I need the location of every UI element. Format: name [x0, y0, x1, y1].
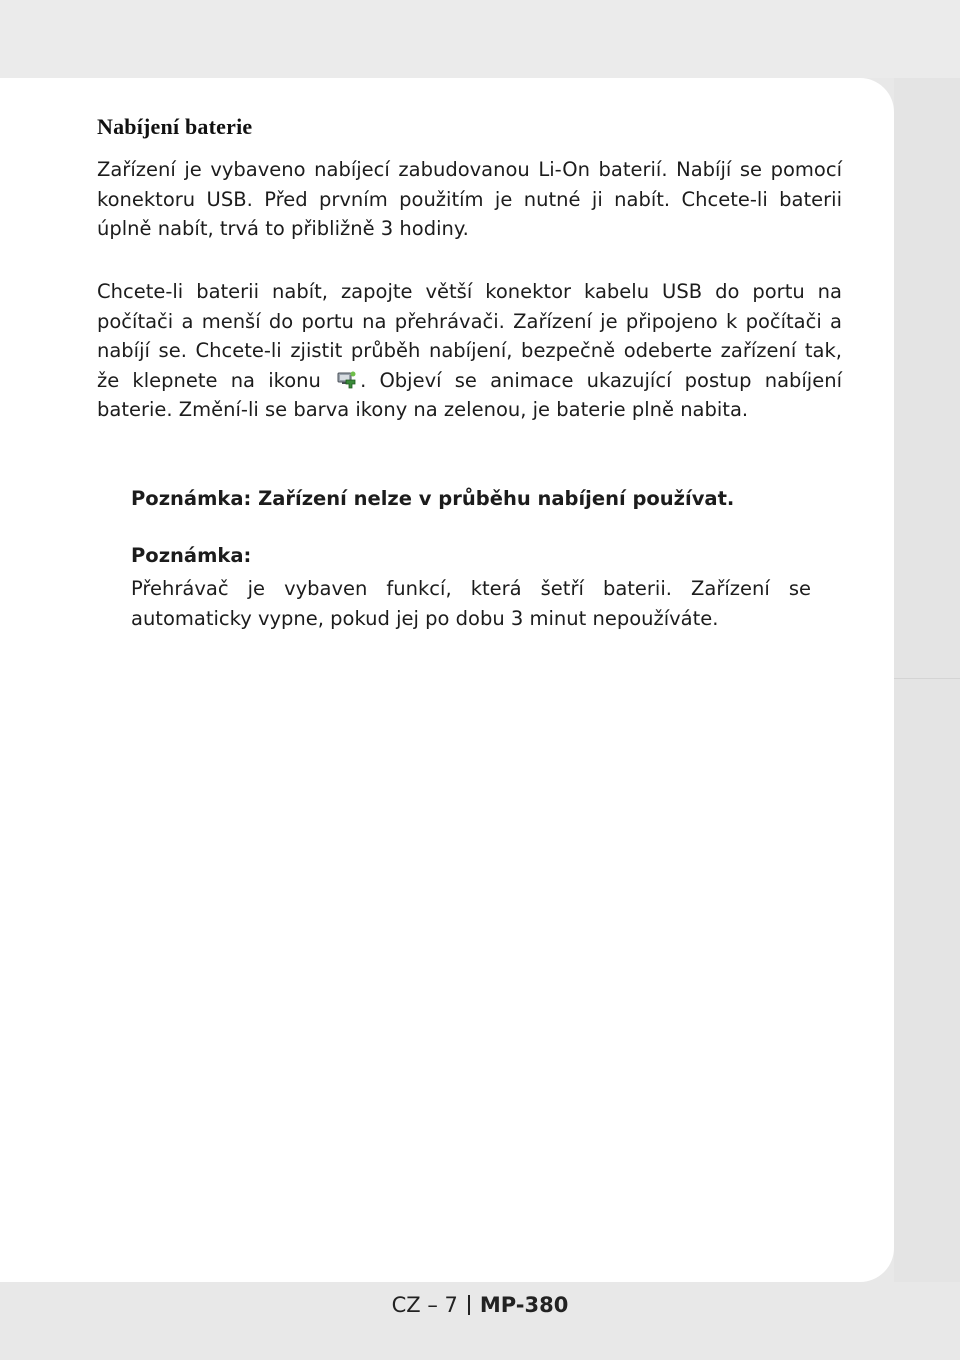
note-charging-usage: Poznámka: Zařízení nelze v průběhu nabíjení používat. — [131, 487, 735, 510]
model-name: MP-380 — [479, 1293, 569, 1317]
section-heading: Nabíjení baterie — [97, 114, 253, 139]
paragraph-battery-intro: Zařízení je vybaveno nabíjecí zabudovanou Li-On baterií. Nabíjí se pomocí konektoru USB. Před prvním použitím je nutné ji nabít. Chcete-li baterii úplně nabít, trvá to přibližně 3 hodiny. — [97, 158, 842, 240]
safely-remove-hardware-icon — [336, 369, 358, 389]
paragraph-charging-instructions — [97, 277, 842, 425]
note-title: Poznámka: — [131, 544, 252, 567]
page-footer — [0, 1293, 960, 1317]
note-auto-power-off: Přehrávač je vybaven funkcí, která šetří baterii. Zařízení se automaticky vypne, pokud jej po dobu 3 minut nepoužíváte. — [131, 577, 811, 630]
footer-separator — [468, 1295, 470, 1315]
manual-page — [0, 78, 894, 1282]
page-number: CZ – 7 — [391, 1293, 458, 1317]
side-strip-divider — [894, 678, 960, 679]
top-margin-band — [0, 0, 960, 78]
paragraph-text-before-icon: Chcete-li baterii nabít, zapojte větší konektor kabelu USB do portu na počítači a menší do portu na přehrávači. Zařízení je připojeno k počítači a nabíjí se. Chcete-li zjistit průběh nabíjení, bezpečně odeberte zařízení tak, že klepnete na ikonu — [97, 280, 842, 392]
side-margin-strip — [894, 78, 960, 1282]
paragraph-text-after-icon: . Objeví se animace ukazující postup nabíjení baterie. Změní-li se barva ikony na zelenou, je baterie plně nabita. — [97, 368, 843, 421]
